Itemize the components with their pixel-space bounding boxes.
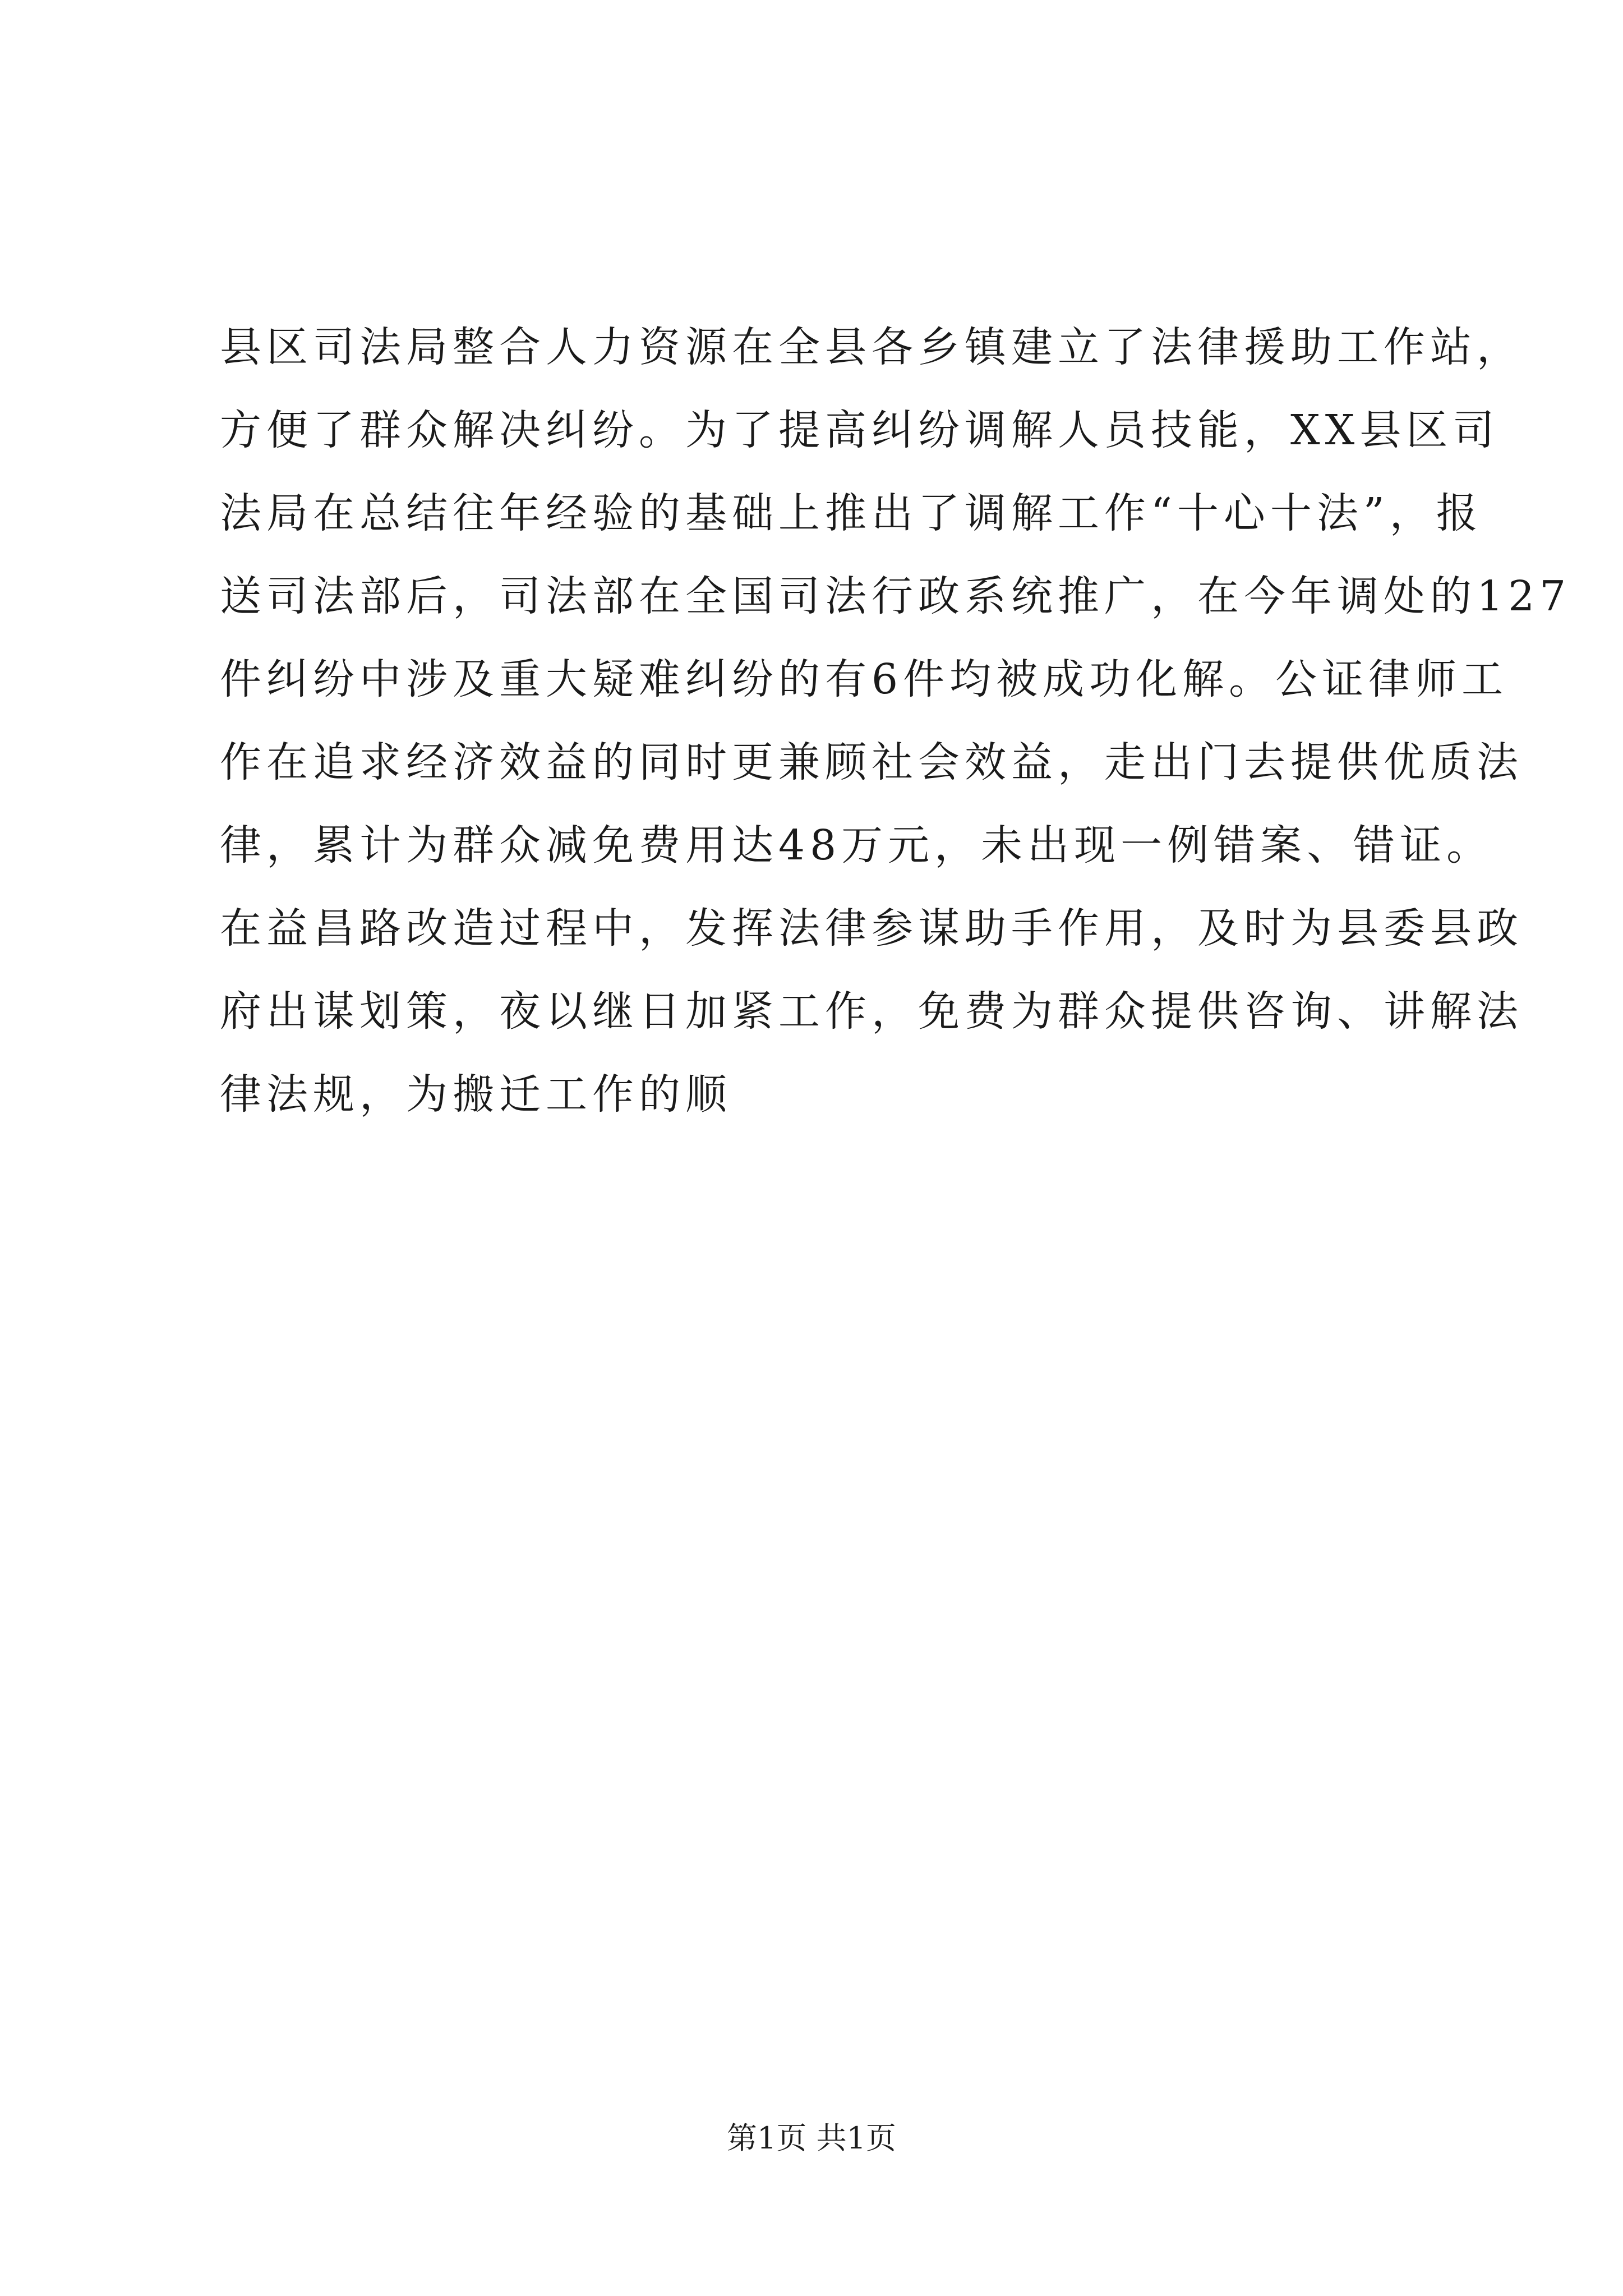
text-line: 律法规，为搬迁工作的顺 [220, 1070, 732, 1119]
text-line: 法局在总结往年经验的基础上推出了调解工作“十心十法”，报 [220, 489, 1483, 537]
text-line: 作在追求经济效益的同时更兼顾社会效益，走出门去提供优质法 [220, 738, 1523, 786]
page-footer [0, 2116, 1623, 2161]
text-line: 方便了群众解决纠纷。为了提高纠纷调解人员技能，XX县区司 [220, 406, 1500, 454]
text-line: 件纠纷中涉及重大疑难纠纷的有6件均被成功化解。公证律师工 [220, 655, 1509, 703]
page-number: 第1页 共1页 [727, 2120, 896, 2156]
text-line: 县区司法局整合人力资源在全县各乡镇建立了法律援助工作站， [220, 323, 1523, 371]
text-line: 送司法部后，司法部在全国司法行政系统推广，在今年调处的127 [220, 572, 1571, 620]
text-line: 在益昌路改造过程中，发挥法律参谋助手作用，及时为县委县政 [220, 904, 1523, 953]
body-paragraph [220, 306, 1571, 1136]
text-line: 府出谋划策，夜以继日加紧工作，免费为群众提供咨询、讲解法 [220, 987, 1523, 1036]
text-line: 律，累计为群众减免费用达48万元，未出现一例错案、错证。 [220, 821, 1493, 869]
